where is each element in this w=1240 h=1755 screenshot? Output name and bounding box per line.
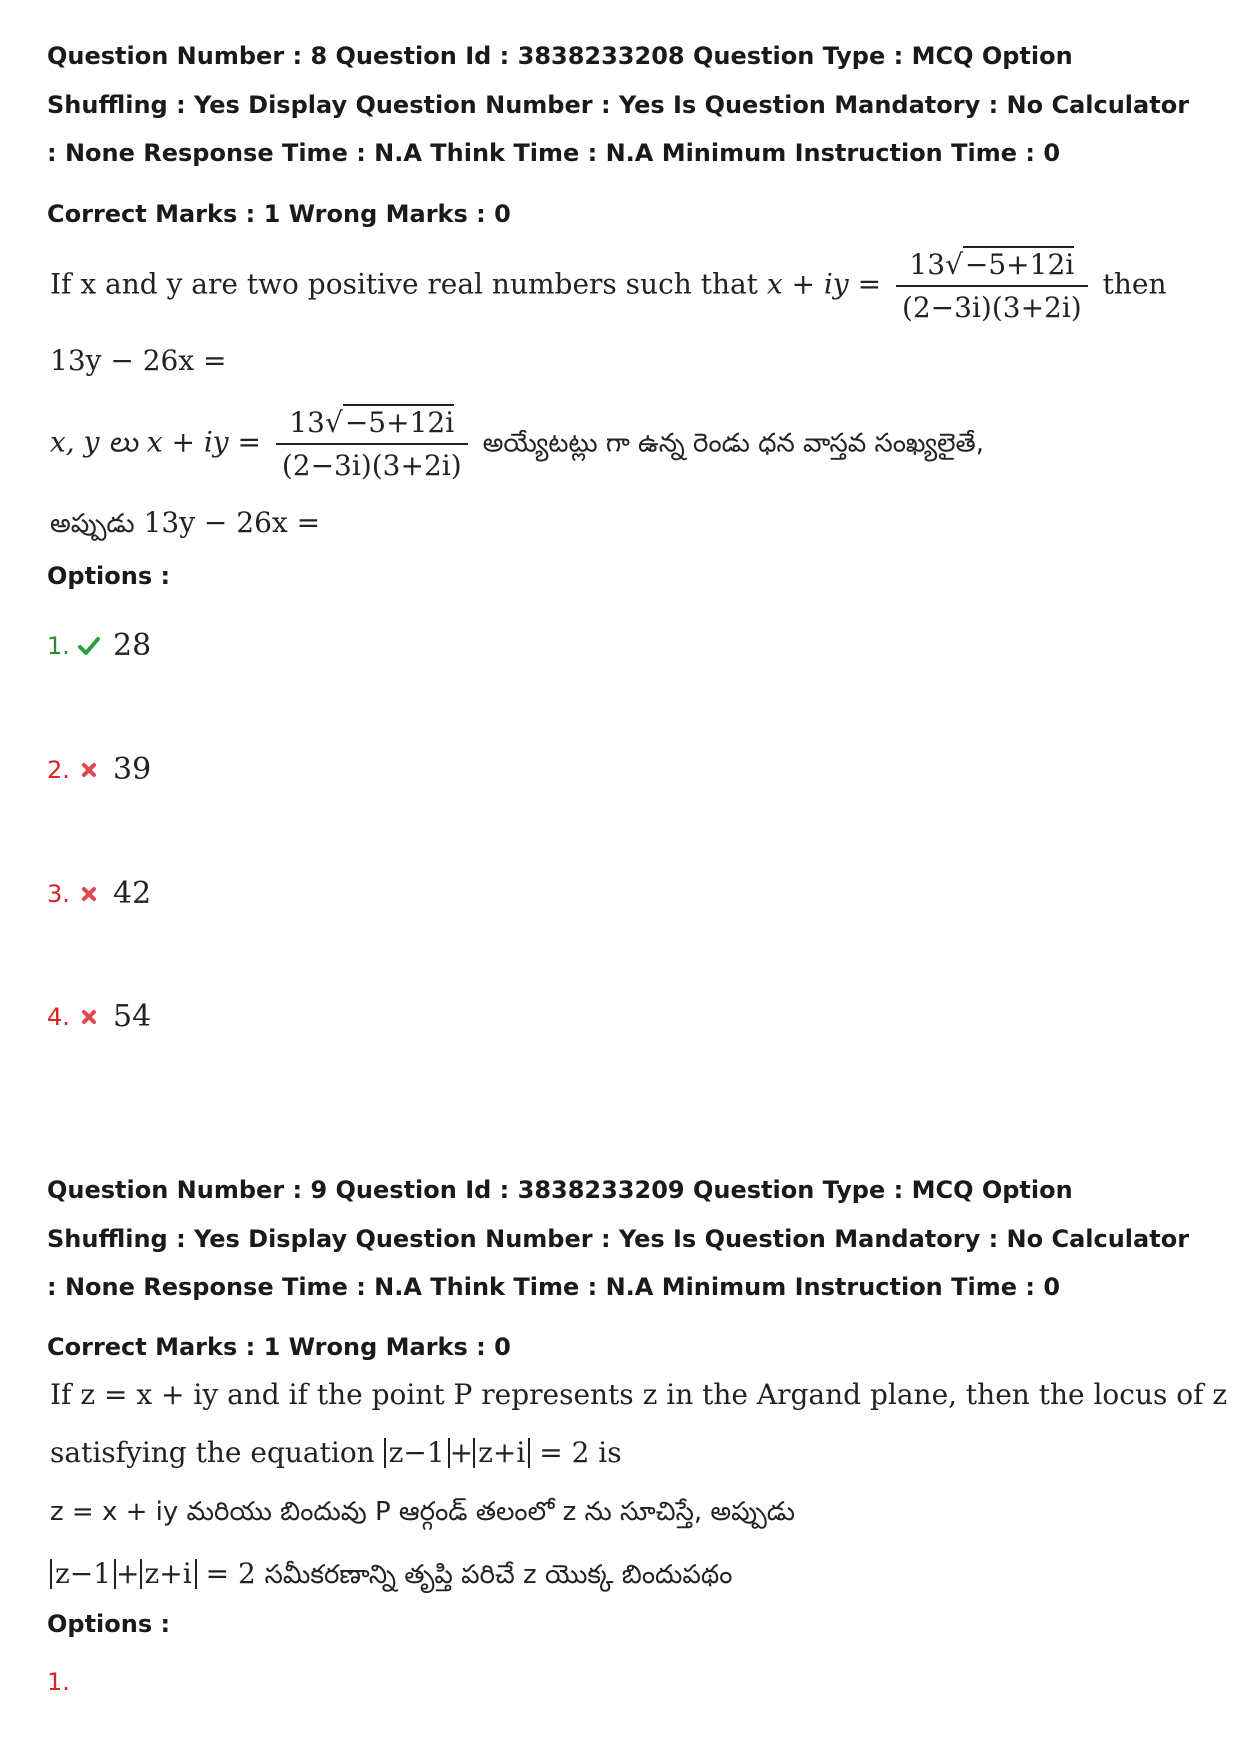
q8-te-num-radicand: −5+12i: [344, 406, 455, 439]
q8-num-radicand: −5+12i: [964, 248, 1075, 281]
option-number: 1.: [47, 631, 70, 660]
q8-te-then: అప్పుడు: [50, 509, 135, 539]
q8-options-label: Options :: [47, 562, 171, 590]
q8-te-num-coeff: 13: [289, 406, 325, 439]
option-number: 1.: [47, 1668, 70, 1696]
question-8-telugu-text: [50, 406, 984, 482]
option-number: 2.: [47, 755, 70, 784]
question-8-marks: Correct Marks : 1 Wrong Marks : 0: [47, 200, 511, 228]
cross-icon: [77, 758, 101, 782]
option-number: 4.: [47, 1002, 70, 1031]
q9-option-1[interactable]: [47, 1668, 75, 1696]
q9-en-line1: If z = x + iy and if the point P represents z in the Argand plane, then the locus of z: [50, 1378, 1228, 1411]
q8-te-fraction: [276, 406, 468, 482]
q9-en-line2-suffix: is: [598, 1436, 622, 1469]
option-value: 54: [113, 999, 152, 1034]
q9-options-label: Options :: [47, 1610, 171, 1638]
q9-en-line2-prefix: satisfying the equation: [50, 1436, 375, 1469]
q8-expression: 13y − 26x =: [50, 344, 227, 377]
option-value: 28: [113, 628, 152, 663]
q8-denominator: (2−3i)(3+2i): [901, 291, 1082, 324]
option-value: 42: [113, 876, 152, 911]
q9-eq-rhs: = 2: [539, 1436, 590, 1469]
sqrt-symbol: √: [324, 406, 343, 439]
q9-abs1: z−1: [384, 1438, 450, 1468]
cross-icon: [77, 882, 101, 906]
sqrt-symbol: √: [945, 248, 963, 281]
q8-num-coeff: 13: [909, 248, 946, 281]
q8-en-prefix: If x and y are two positive real numbers such that: [50, 267, 758, 301]
q9-te-abs1: z−1: [50, 1559, 116, 1589]
q9-plus: +: [449, 1436, 474, 1469]
q9-te-line2-suffix: సమీకరణాన్ని తృప్తి పరిచే z యొక్క బిందుపథం: [264, 1560, 733, 1590]
q9-te-abs2: z+i: [140, 1559, 197, 1589]
question-8-meta: Question Number : 8 Question Id : 3838233208 Question Type : MCQ Option Shuffling : Yes Display Question Number : Yes Is Question Mandatory : No Calculator : None Response Time : N.A Think Time : N.A Minimum Instruction Time : 0: [47, 42, 1190, 167]
q8-option-3[interactable]: [47, 876, 151, 911]
q8-te-then-line: [50, 506, 320, 545]
q8-te-lhs: x + iy =: [146, 425, 261, 459]
q9-abs2: z+i: [473, 1438, 530, 1468]
q8-option-1[interactable]: [47, 628, 151, 663]
option-number: 3.: [47, 879, 70, 908]
question-8-english-text: [50, 248, 1167, 324]
q9-te-plus: +: [116, 1557, 140, 1590]
q8-option-4[interactable]: [47, 999, 151, 1034]
q9-te-eq-rhs: = 2: [205, 1557, 256, 1590]
check-icon: [77, 634, 101, 658]
q9-te-line2: [50, 1557, 732, 1596]
q8-lhs: x + iy =: [766, 267, 882, 301]
q9-en-line2: [50, 1436, 622, 1469]
q8-te-suffix: అయ్యేటట్లు గా ఉన్న రెండు ధన వాస్తవ సంఖ్యలైతే,: [482, 428, 985, 459]
q8-en-suffix: then: [1102, 267, 1167, 301]
q8-option-2[interactable]: [47, 752, 151, 787]
question-9-meta: Question Number : 9 Question Id : 3838233209 Question Type : MCQ Option Shuffling : Yes Display Question Number : Yes Is Question Mandatory : No Calculator : None Response Time : N.A Think Time : N.A Minimum Instruction Time : 0: [47, 1176, 1190, 1301]
option-value: 39: [113, 752, 152, 787]
q8-te-prefix: x, y లు: [50, 425, 138, 459]
q8-te-denominator: (2−3i)(3+2i): [281, 449, 462, 482]
cross-icon: [77, 1005, 101, 1029]
q8-te-expression: 13y − 26x =: [143, 506, 321, 539]
q9-te-line1: z = x + iy మరియు బిందువు P ఆర్గండ్ తలంలో z ను సూచిస్తే, అప్పుడు: [50, 1497, 796, 1527]
question-9-marks: Correct Marks : 1 Wrong Marks : 0: [47, 1333, 511, 1361]
q8-fraction: [896, 248, 1088, 324]
